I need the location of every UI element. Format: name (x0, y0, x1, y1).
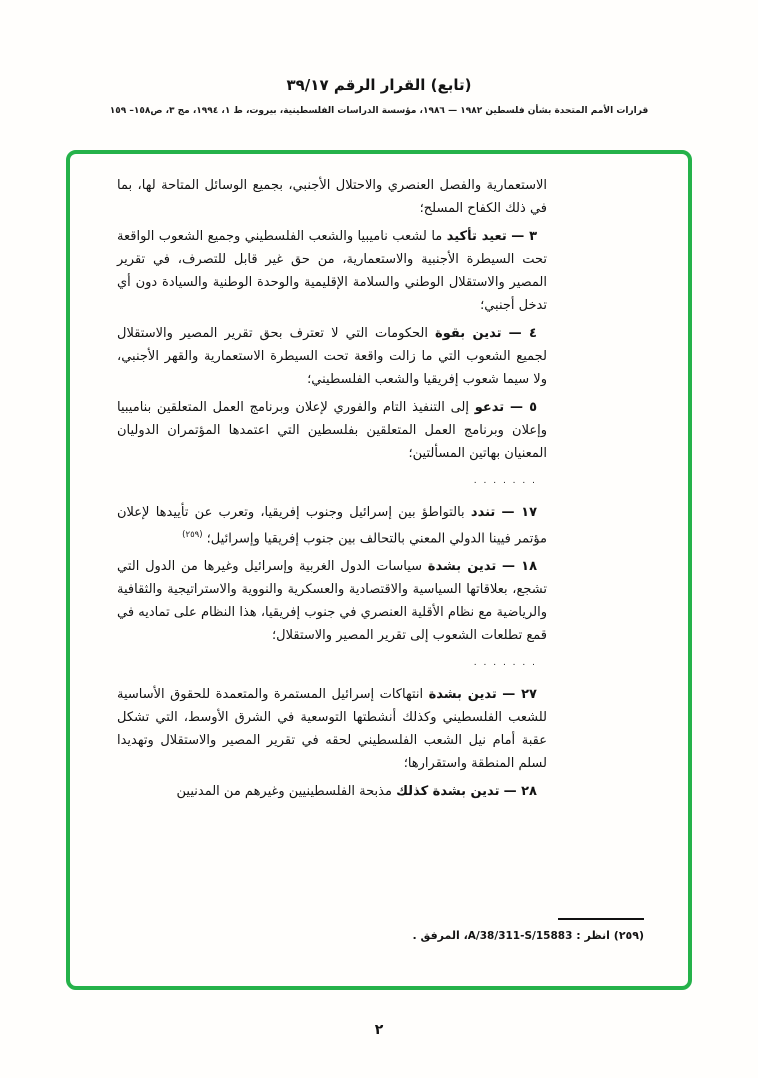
paragraph-3 (117, 225, 547, 317)
footnote-label: انظر : (576, 929, 610, 942)
body-text (117, 174, 547, 808)
paragraph-5 (117, 396, 547, 465)
paragraph-text: انتهاكات إسرائيل المستمرة والمتعمدة للحقوق الأساسية للشعب الفلسطيني وكذلك أنشطتها التوسعية في الشرق الأوسط، التي تشكل عقبة أمام نيل الشعب الفلسطيني لحقه في تقرير المصير والاستقلال وتهديدا لسلم المنطقة واستقرارها؛ (117, 687, 547, 772)
paragraph-text: إلى التنفيذ التام والفوري لإعلان وبرنامج العمل المتعلقين بناميبيا وإعلان وبرنامج العمل المتعلقين بفلسطين التي اعتمدها المؤتمران الدوليان المعنيان بهاتين المسألتين؛ (117, 400, 547, 461)
intro-text: الاستعمارية والفصل العنصري والاحتلال الأجنبي، بجميع الوسائل المتاحة لها، بما في ذلك الكفاح المسلح؛ (117, 178, 547, 216)
paragraph-number: ٥ — (509, 400, 538, 415)
paragraph-4 (117, 322, 547, 391)
footnote-number: (٢٥٩) (613, 929, 644, 942)
paragraph-lead: تدعو (474, 400, 505, 415)
paragraph-text: سياسات الدول الغربية وإسرائيل وغيرها من الدول التي تشجع، بعلاقاتها السياسية والاقتصادية والعسكرية والنووية والاستراتيجية والثقافية والرياضية مع نظام الأقلية العنصري في جنوب إفريقيا، هذا النظام على تماديه في قمع تطلعات الشعوب إلى تقرير المصير والاستقلال؛ (117, 559, 547, 644)
paragraph-lead: تدين بقوة (435, 326, 502, 341)
paragraph-lead: تدين بشدة (427, 559, 497, 575)
paragraph-number: ١٧ — (501, 505, 538, 520)
paragraph-lead: تعيد تأكيد (446, 229, 507, 244)
page-title: (تابع) القرار الرقم ٣٩/١٧ (286, 76, 472, 94)
paragraph-intro (117, 174, 547, 220)
omission-dots: . . . . . . . (473, 476, 537, 486)
paragraph-number: ٢٨ — (503, 784, 537, 800)
paragraph-text: بالتواطؤ بين إسرائيل وجنوب إفريقيا، وتعرب عن تأييدها لإعلان مؤتمر فيينا الدولي المعني بالتحالف بين جنوب إفريقيا وإسرائيل؛ (117, 505, 547, 547)
paragraph-number: ١٨ — (501, 559, 538, 575)
paragraph-27 (117, 683, 547, 775)
paragraph-17 (117, 501, 547, 550)
footnote (413, 918, 644, 942)
page-number: ٢ (374, 1022, 384, 1038)
paragraph-number: ٢٧ — (502, 687, 537, 703)
green-highlight-box (66, 150, 692, 990)
omission-dots: . . . . . . . (473, 658, 537, 669)
paragraph-lead: تدين بشدة (428, 687, 497, 703)
paragraph-text: ما لشعب ناميبيا والشعب الفلسطيني وجميع الشعوب الواقعة تحت السيطرة الأجنبية والاستعمارية، من حق غير قابل للتصرف، في تقرير المصير والاستقلال الوطني والسلامة الإقليمية والوحدة الوطنية والسيادة دون أي تدخل أجنبي؛ (117, 229, 547, 313)
paragraph-number: ٤ — (508, 326, 537, 341)
paragraph-number: ٣ — (511, 229, 537, 244)
footnote-tail: ، المرفق . (412, 929, 468, 942)
paragraph-18 (117, 555, 547, 647)
paragraph-lead: تدين بشدة كذلك (396, 784, 500, 800)
paragraph-text: الحكومات التي لا تعترف بحق تقرير المصير والاستقلال لجميع الشعوب التي ما زالت واقعة تحت السيطرة الاستعمارية والقهر الأجنبي، ولا سيما شعوب إفريقيا والشعب الفلسطيني؛ (117, 326, 547, 387)
footnote-document-ref: A/38/311-S/15883 (467, 930, 573, 942)
paragraph-lead: تندد (470, 505, 496, 520)
paragraph-text: مذبحة الفلسطينيين وغيرهم من المدنيين (176, 784, 392, 800)
footnote-line (413, 929, 644, 942)
paragraph-28 (117, 780, 547, 803)
source-citation: قرارات الأمم المتحدة بشأن فلسطين ١٩٨٢ — ١٩٨٦، مؤسسة الدراسات الفلسطينية، بيروت، ط ١، ١٩٩٤، مج ٣، ص١٥٨– ١٥٩ (109, 106, 649, 116)
footnote-divider (558, 918, 644, 920)
footnote-marker: (٢٥٩) (182, 530, 203, 540)
